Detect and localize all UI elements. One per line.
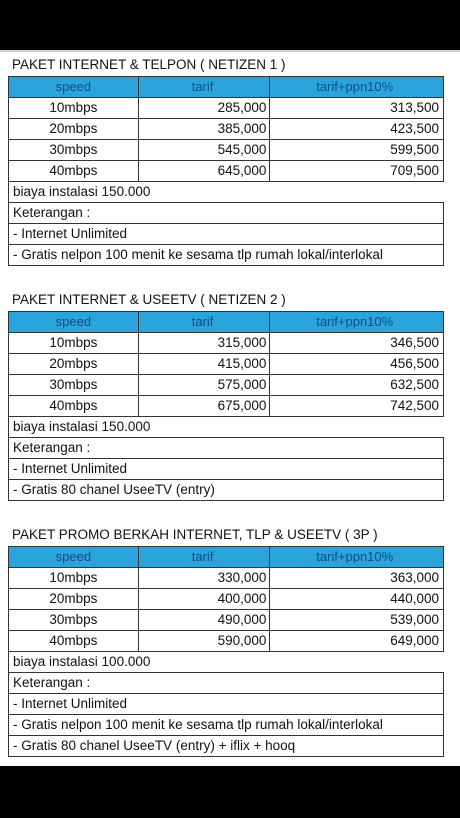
table-row (9, 333, 444, 354)
speed-cell: 20mbps (9, 119, 139, 140)
note-item: - Gratis 80 chanel UseeTV (entry) (8, 480, 444, 501)
tarif-cell: 400,000 (139, 589, 271, 610)
tarif-ppn-cell: 632,500 (270, 375, 444, 396)
tarif-cell: 645,000 (139, 161, 271, 182)
speed-cell: 30mbps (9, 140, 139, 161)
table-row (9, 119, 444, 140)
tarif-cell: 415,000 (139, 354, 271, 375)
tarif-cell: 285,000 (139, 98, 271, 119)
speed-cell: 40mbps (9, 396, 139, 417)
col-speed-header: speed (9, 312, 139, 333)
install-fee: biaya instalasi 150.000 (8, 182, 444, 203)
note-item: - Gratis 80 chanel UseeTV (entry) + iflix + hooq (8, 736, 444, 757)
notes-label: Keterangan : (8, 203, 444, 224)
price-table (8, 546, 444, 652)
package-promo-3p (8, 524, 444, 757)
col-speed-header: speed (9, 77, 139, 98)
col-speed-header: speed (9, 547, 139, 568)
col-tarif-ppn-header: tarif+ppn10% (270, 312, 444, 333)
tarif-ppn-cell: 440,000 (270, 589, 444, 610)
tarif-ppn-cell: 539,000 (270, 610, 444, 631)
tarif-cell: 385,000 (139, 119, 271, 140)
table-row (9, 98, 444, 119)
tarif-ppn-cell: 363,000 (270, 568, 444, 589)
table-row (9, 140, 444, 161)
table-row (9, 589, 444, 610)
tarif-cell: 545,000 (139, 140, 271, 161)
price-table (8, 76, 444, 182)
speed-cell: 30mbps (9, 610, 139, 631)
speed-cell: 20mbps (9, 354, 139, 375)
install-fee: biaya instalasi 150.000 (8, 417, 444, 438)
table-row (9, 161, 444, 182)
tarif-cell: 575,000 (139, 375, 271, 396)
col-tarif-ppn-header: tarif+ppn10% (270, 547, 444, 568)
tarif-cell: 590,000 (139, 631, 271, 652)
price-table (8, 311, 444, 417)
table-header (9, 547, 444, 568)
table-row (9, 610, 444, 631)
tarif-ppn-cell: 313,500 (270, 98, 444, 119)
speed-cell: 10mbps (9, 98, 139, 119)
tarif-cell: 675,000 (139, 396, 271, 417)
tarif-ppn-cell: 346,500 (270, 333, 444, 354)
tarif-ppn-cell: 742,500 (270, 396, 444, 417)
table-row (9, 631, 444, 652)
col-tarif-header: tarif (139, 77, 271, 98)
notes-label: Keterangan : (8, 673, 444, 694)
tarif-cell: 490,000 (139, 610, 271, 631)
tarif-ppn-cell: 709,500 (270, 161, 444, 182)
note-item: - Gratis nelpon 100 menit ke sesama tlp rumah lokal/interlokal (8, 715, 444, 736)
note-item: - Internet Unlimited (8, 224, 444, 245)
speed-cell: 10mbps (9, 333, 139, 354)
speed-cell: 10mbps (9, 568, 139, 589)
table-row (9, 375, 444, 396)
price-sheet (0, 50, 460, 766)
speed-cell: 40mbps (9, 631, 139, 652)
table-row (9, 354, 444, 375)
note-item: - Internet Unlimited (8, 694, 444, 715)
tarif-ppn-cell: 456,500 (270, 354, 444, 375)
package-netizen-1 (8, 54, 444, 266)
tarif-cell: 330,000 (139, 568, 271, 589)
package-netizen-2 (8, 289, 444, 501)
table-row (9, 568, 444, 589)
install-fee: biaya instalasi 100.000 (8, 652, 444, 673)
table-row (9, 396, 444, 417)
speed-cell: 40mbps (9, 161, 139, 182)
speed-cell: 20mbps (9, 589, 139, 610)
package-title: PAKET INTERNET & TELPON ( NETIZEN 1 ) (12, 57, 286, 72)
speed-cell: 30mbps (9, 375, 139, 396)
tarif-ppn-cell: 423,500 (270, 119, 444, 140)
notes-label: Keterangan : (8, 438, 444, 459)
tarif-ppn-cell: 649,000 (270, 631, 444, 652)
table-header (9, 312, 444, 333)
package-title: PAKET INTERNET & USEETV ( NETIZEN 2 ) (12, 292, 286, 307)
package-title: PAKET PROMO BERKAH INTERNET, TLP & USEETV ( 3P ) (12, 527, 378, 542)
tarif-ppn-cell: 599,500 (270, 140, 444, 161)
tarif-cell: 315,000 (139, 333, 271, 354)
col-tarif-header: tarif (139, 547, 271, 568)
table-header (9, 77, 444, 98)
top-divider (0, 50, 460, 52)
col-tarif-ppn-header: tarif+ppn10% (270, 77, 444, 98)
note-item: - Gratis nelpon 100 menit ke sesama tlp rumah lokal/interlokal (8, 245, 444, 266)
note-item: - Internet Unlimited (8, 459, 444, 480)
col-tarif-header: tarif (139, 312, 271, 333)
